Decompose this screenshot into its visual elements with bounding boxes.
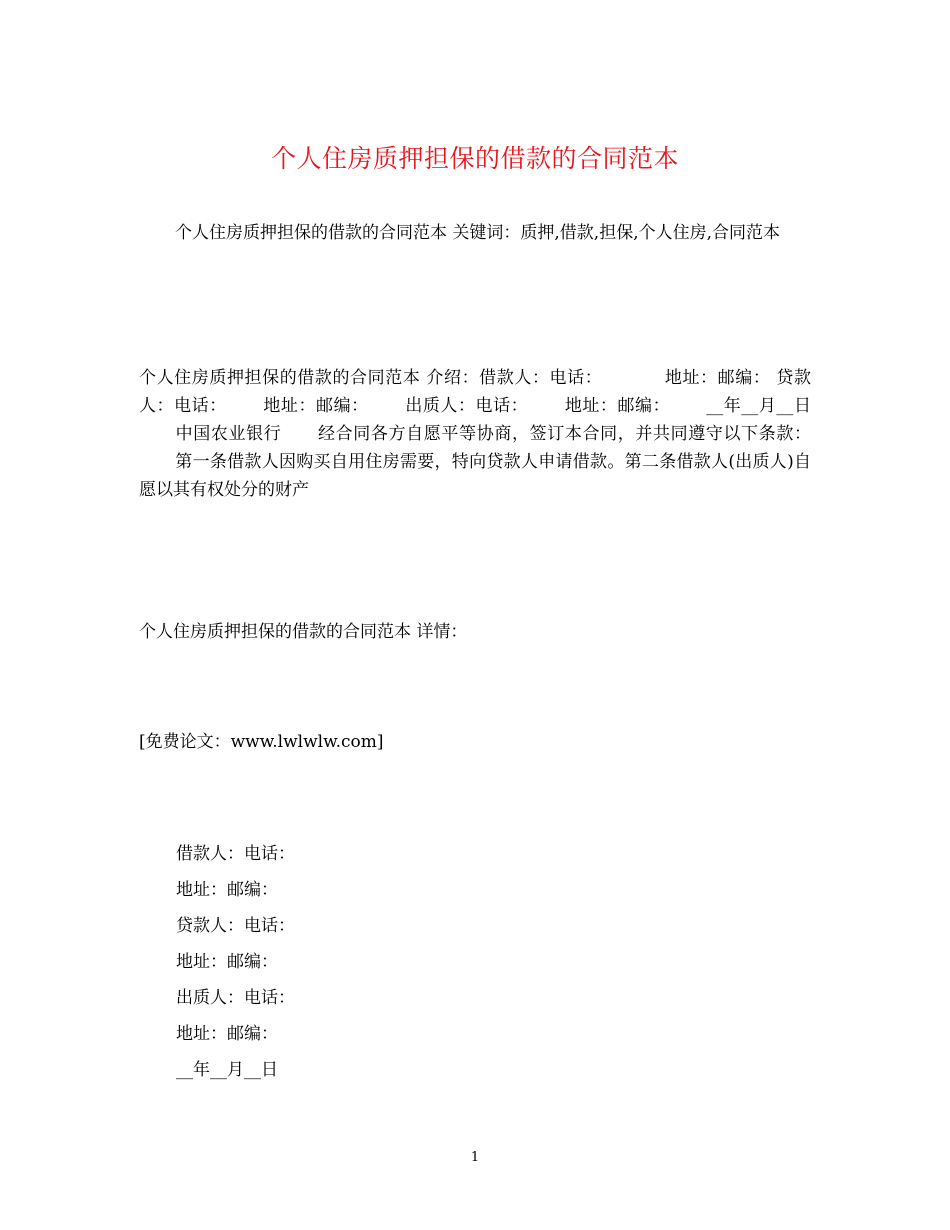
intro-segment: 个人住房质押担保的借款的合同范本 介绍：借款人：电话：	[139, 368, 603, 388]
intro-segment: 第一条借款人因购买自用住房需要，特向贷款人申请借款。第二条借款人(出质人)自愿以其有权处分的财产	[139, 452, 811, 500]
intro-segment: 地址：邮编：	[664, 368, 771, 388]
keywords-paragraph: 个人住房质押担保的借款的合同范本 关键词：质押,借款,担保,个人住房,合同范本	[175, 223, 781, 243]
details-heading: 个人住房质押担保的借款的合同范本 详情：	[139, 622, 468, 642]
field-line: 贷款人：电话：	[176, 916, 295, 936]
intro-paragraph	[139, 364, 811, 504]
free-paper-link[interactable]: [免费论文：www.lwlwlw.com]	[139, 732, 384, 752]
intro-segment: 地址：邮编：	[564, 396, 671, 416]
field-line: __年__月__日	[176, 1060, 278, 1080]
field-line: 借款人：电话：	[176, 844, 295, 864]
field-line: 地址：邮编：	[176, 952, 278, 972]
document-title: 个人住房质押担保的借款的合同范本	[270, 144, 679, 173]
intro-segment: 地址：邮编：	[262, 396, 369, 416]
field-line: 地址：邮编：	[176, 1024, 278, 1044]
field-line: 出质人：电话：	[176, 988, 295, 1008]
intro-segment: 出质人：电话：	[404, 396, 529, 416]
intro-segment: 贷款人：电话：	[139, 368, 812, 416]
page-number: 1	[470, 1150, 480, 1165]
intro-segment: 经合同各方自愿平等协商，签订本合同，并共同遵守以下条款：	[317, 424, 812, 444]
contact-fields	[176, 836, 776, 1088]
field-line: 地址：邮编：	[176, 880, 278, 900]
intro-segment: __年__月__日	[706, 396, 811, 416]
intro-segment: 中国农业银行	[175, 424, 282, 444]
